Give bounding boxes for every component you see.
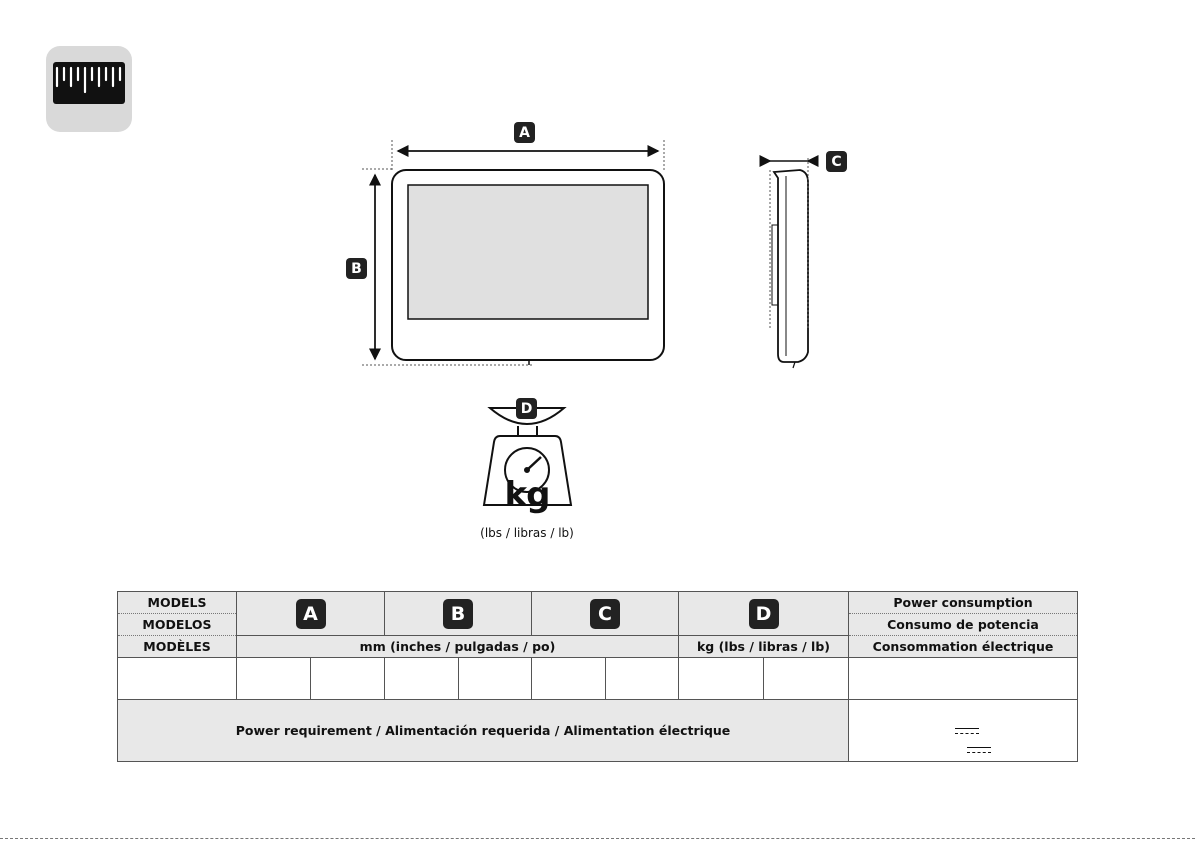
c-inch-cell (606, 658, 679, 700)
weight-unit-note: (lbs / libras / lb) (480, 526, 574, 540)
models-en: MODELS (118, 592, 237, 614)
dimension-unit: mm (inches / pulgadas / po) (237, 636, 679, 658)
models-fr: MODÈLES (118, 636, 237, 658)
tv-front-drawing (362, 140, 664, 365)
dc-symbol-icon (967, 747, 991, 755)
a-mm-cell (237, 658, 311, 700)
weight-unit: kg (lbs / libras / lb) (679, 636, 849, 658)
badge-a-table: A (296, 599, 326, 629)
badge-a: A (514, 122, 535, 143)
cut-line (0, 838, 1195, 839)
spec-table (117, 591, 1078, 762)
badge-d: D (516, 398, 537, 419)
c-mm-cell (532, 658, 606, 700)
power-consumption-es: Consumo de potencia (849, 614, 1078, 636)
power-requirement-label: Power requirement / Alimentación requerida / Alimentation électrique (118, 700, 849, 762)
dc-symbol-icon (955, 728, 979, 736)
power-consumption-fr: Consommation électrique (849, 636, 1078, 658)
power-consumption-en: Power consumption (849, 592, 1078, 614)
b-inch-cell (459, 658, 532, 700)
badge-d-table: D (749, 599, 779, 629)
col-header-d (679, 592, 849, 636)
col-header-a (237, 592, 385, 636)
col-header-b (385, 592, 532, 636)
weight-unit-label: kg (504, 475, 550, 515)
power-consumption-value (849, 658, 1078, 700)
badge-b: B (346, 258, 367, 279)
badge-b-table: B (443, 599, 473, 629)
b-mm-cell (385, 658, 459, 700)
badge-c-table: C (590, 599, 620, 629)
a-inch-cell (311, 658, 385, 700)
models-es: MODELOS (118, 614, 237, 636)
tv-side-drawing (762, 158, 818, 368)
d-lbs-cell (764, 658, 849, 700)
col-header-c (532, 592, 679, 636)
model-value-cell (118, 658, 237, 700)
d-kg-cell (679, 658, 764, 700)
badge-c: C (826, 151, 847, 172)
power-requirement-value (849, 700, 1078, 762)
